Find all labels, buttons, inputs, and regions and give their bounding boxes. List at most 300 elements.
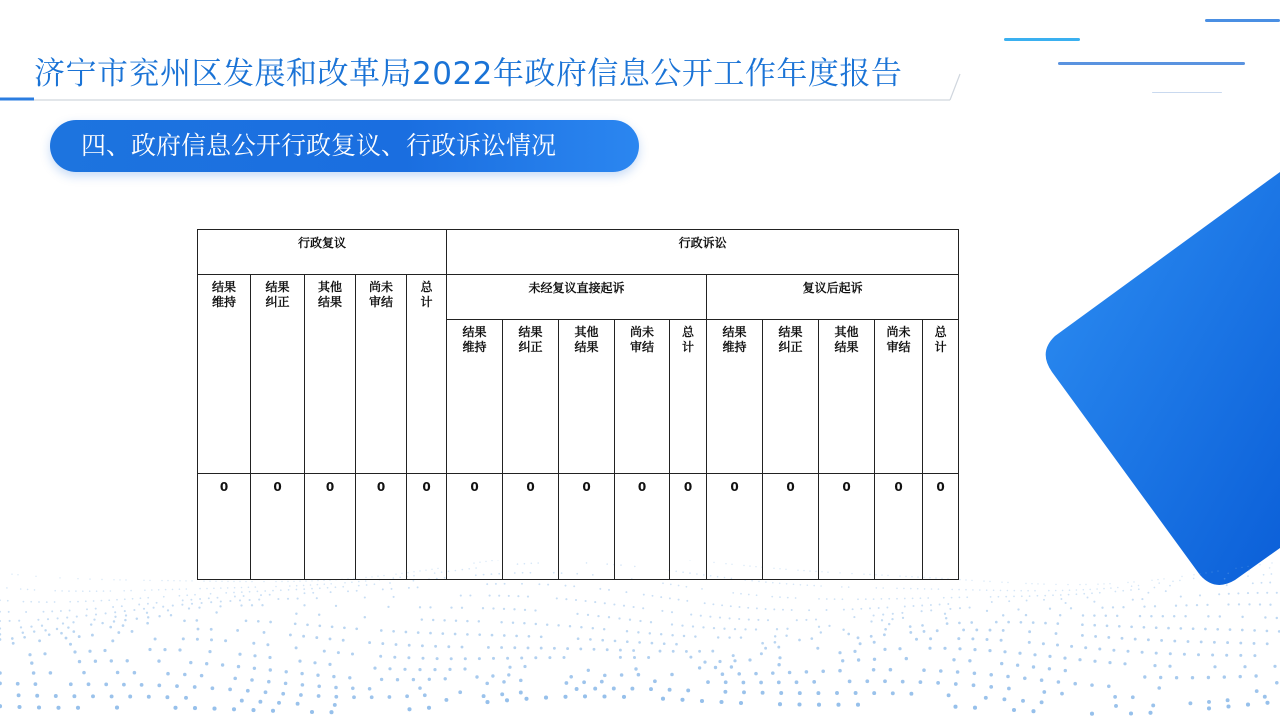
decor-dot bbox=[221, 581, 222, 582]
decor-dot bbox=[1000, 590, 1002, 592]
decor-dot bbox=[730, 665, 733, 668]
decor-dot bbox=[904, 598, 906, 600]
decor-dot bbox=[928, 647, 931, 650]
decor-dot bbox=[365, 580, 367, 582]
decor-dot bbox=[1033, 653, 1036, 656]
decor-dot bbox=[93, 600, 95, 602]
decor-dot bbox=[565, 598, 567, 600]
decor-dot bbox=[909, 631, 912, 634]
decor-dot bbox=[69, 682, 73, 686]
decor-dot bbox=[78, 635, 81, 638]
decor-dot bbox=[33, 630, 35, 632]
decor-dot bbox=[1028, 641, 1031, 644]
decor-dot bbox=[82, 671, 86, 675]
decor-dot bbox=[929, 637, 932, 640]
decor-dot bbox=[1069, 589, 1071, 591]
decor-dot bbox=[826, 609, 828, 611]
decor-dot bbox=[407, 707, 411, 711]
decor-dot bbox=[557, 624, 559, 626]
decor-dot bbox=[284, 682, 288, 686]
decor-dot bbox=[486, 583, 488, 585]
decor-dot bbox=[973, 672, 977, 676]
decor-dot bbox=[49, 671, 53, 675]
decor-dot bbox=[1259, 564, 1260, 565]
decor-dot bbox=[920, 597, 922, 599]
decor-dot bbox=[603, 628, 605, 630]
decor-dot bbox=[329, 710, 333, 714]
decor-dot bbox=[683, 635, 685, 637]
decor-dot bbox=[771, 596, 773, 598]
decor-dot bbox=[108, 599, 110, 601]
decor-dot bbox=[972, 683, 976, 687]
decor-dot bbox=[639, 620, 641, 622]
decor-dot bbox=[444, 698, 448, 702]
decor-dot bbox=[1216, 628, 1219, 631]
decor-dot bbox=[1271, 562, 1272, 563]
decor-dot bbox=[714, 666, 717, 669]
decor-dot bbox=[1271, 573, 1273, 575]
decor-dot bbox=[65, 637, 68, 640]
decor-dot bbox=[828, 625, 830, 627]
decor-dot bbox=[196, 638, 199, 641]
decor-dot bbox=[962, 628, 965, 631]
decor-dot bbox=[122, 683, 126, 687]
decor-dot bbox=[690, 614, 692, 616]
decor-dot bbox=[965, 579, 966, 580]
decor-dot bbox=[143, 608, 145, 610]
decor-dot bbox=[298, 660, 301, 663]
decor-dot bbox=[1126, 650, 1129, 653]
decor-dot bbox=[774, 635, 776, 637]
decor-dot bbox=[910, 588, 912, 590]
decor-dot bbox=[841, 659, 844, 662]
decor-dot bbox=[11, 637, 14, 640]
decor-dot bbox=[986, 610, 988, 612]
decor-dot bbox=[393, 596, 395, 598]
decor-dot bbox=[391, 588, 393, 590]
decor-dot bbox=[881, 619, 883, 621]
decor-dot bbox=[1043, 583, 1044, 584]
decor-dot bbox=[1116, 615, 1118, 617]
decor-dot bbox=[1247, 566, 1248, 567]
decor-dot bbox=[903, 588, 905, 590]
decor-dot bbox=[441, 632, 444, 635]
decor-dot bbox=[69, 610, 71, 612]
decor-dot bbox=[889, 668, 893, 672]
decor-dot bbox=[764, 647, 767, 650]
decor-dot bbox=[114, 611, 116, 613]
decor-dot bbox=[734, 628, 736, 630]
decor-dot bbox=[1265, 701, 1269, 705]
decor-dot bbox=[519, 679, 523, 683]
decor-dot bbox=[1168, 665, 1171, 668]
decor-dot bbox=[1122, 590, 1124, 592]
decor-dot bbox=[1059, 614, 1061, 616]
decor-dot bbox=[295, 646, 298, 649]
decor-dot bbox=[1109, 583, 1110, 584]
decor-line bbox=[1205, 19, 1280, 22]
decor-dot bbox=[638, 641, 641, 644]
decor-dot bbox=[421, 618, 423, 620]
decor-dot bbox=[504, 583, 506, 585]
decor-dot bbox=[163, 596, 165, 598]
decor-dot bbox=[576, 613, 578, 615]
decor-dot bbox=[597, 615, 599, 617]
decor-dot bbox=[748, 619, 750, 621]
decor-dot bbox=[842, 598, 844, 600]
decor-dot bbox=[466, 620, 468, 622]
decor-dot bbox=[751, 580, 753, 582]
decor-dot bbox=[698, 650, 701, 653]
decor-dot bbox=[233, 592, 235, 594]
value-cell: 0 bbox=[251, 474, 305, 580]
decor-dot bbox=[991, 601, 993, 603]
decor-dot bbox=[637, 631, 639, 633]
decor-dot bbox=[1207, 706, 1211, 710]
decor-dot bbox=[199, 588, 201, 590]
decor-dot bbox=[272, 590, 274, 592]
col-total: 总计 bbox=[923, 320, 959, 474]
decor-dot bbox=[507, 673, 510, 676]
decor-dot bbox=[333, 703, 337, 707]
decor-dot bbox=[909, 692, 913, 696]
decor-dot bbox=[873, 614, 875, 616]
decor-dot bbox=[888, 598, 890, 600]
decor-dot bbox=[575, 687, 579, 691]
decor-dot bbox=[318, 624, 321, 627]
decor-dot bbox=[170, 614, 172, 616]
decor-dot bbox=[17, 693, 21, 697]
review-litigation-table bbox=[197, 229, 959, 580]
decor-dot bbox=[921, 610, 923, 612]
decor-dot bbox=[1206, 604, 1208, 606]
decor-dot bbox=[317, 584, 319, 586]
decor-dot bbox=[535, 623, 537, 625]
decor-dot bbox=[921, 624, 924, 627]
decor-dot bbox=[523, 622, 525, 624]
decor-dot bbox=[388, 667, 391, 670]
decor-dot bbox=[732, 592, 734, 594]
decor-dot bbox=[952, 658, 955, 661]
decor-dot bbox=[1241, 567, 1242, 568]
decor-dot bbox=[485, 682, 489, 686]
decor-dot bbox=[800, 584, 802, 586]
decor-dot bbox=[936, 629, 939, 632]
decor-dot bbox=[774, 641, 777, 644]
decor-dot bbox=[1048, 655, 1051, 658]
decor-dot bbox=[1229, 628, 1232, 631]
decor-dot bbox=[642, 607, 644, 609]
decor-dot bbox=[1028, 630, 1031, 633]
decor-dot bbox=[253, 654, 256, 657]
decor-dot bbox=[30, 625, 32, 627]
decor-dot bbox=[1037, 595, 1039, 597]
decor-dot bbox=[689, 656, 692, 659]
decor-dot bbox=[158, 615, 160, 617]
decor-dot bbox=[975, 628, 978, 631]
decor-dot bbox=[1127, 582, 1128, 583]
decor-dot bbox=[1093, 660, 1096, 663]
decor-dot bbox=[1096, 588, 1098, 590]
decor-dot bbox=[184, 696, 188, 700]
decor-dot bbox=[47, 618, 49, 620]
decor-dot bbox=[213, 588, 215, 590]
decor-dot bbox=[524, 697, 528, 701]
decor-dot bbox=[580, 626, 582, 628]
decor-dot bbox=[540, 647, 543, 650]
decor-dot bbox=[1042, 642, 1045, 645]
decor-dot bbox=[330, 591, 332, 593]
decor-dot bbox=[263, 581, 264, 582]
decor-dot bbox=[1055, 584, 1056, 585]
col-other-result: 其他结果 bbox=[559, 320, 615, 474]
decor-dot bbox=[280, 589, 282, 591]
decor-dot bbox=[593, 687, 597, 691]
decor-dot bbox=[317, 685, 321, 689]
decor-dot bbox=[807, 584, 809, 586]
decor-dot bbox=[495, 583, 497, 585]
decor-dot bbox=[32, 671, 36, 675]
decor-dot bbox=[881, 598, 883, 600]
decor-dot bbox=[157, 659, 160, 662]
decor-dot bbox=[1081, 634, 1084, 637]
decor-dot bbox=[838, 669, 842, 673]
decor-dot bbox=[199, 598, 201, 600]
decor-dot bbox=[1175, 676, 1178, 679]
decor-dot bbox=[116, 599, 118, 601]
decor-dot bbox=[43, 611, 45, 613]
decor-dot bbox=[43, 652, 46, 655]
decor-dot bbox=[1248, 603, 1250, 605]
decor-dot bbox=[90, 623, 92, 625]
decor-dot bbox=[132, 598, 134, 600]
decor-dot bbox=[1159, 676, 1162, 679]
decor-dot bbox=[680, 698, 684, 702]
decor-dot bbox=[729, 617, 731, 619]
decor-dot bbox=[179, 580, 180, 581]
decor-dot bbox=[103, 590, 105, 592]
decor-dot bbox=[167, 609, 169, 611]
decor-dot bbox=[706, 680, 710, 684]
decor-dot bbox=[756, 607, 758, 609]
decor-dot bbox=[403, 668, 406, 671]
decor-dot bbox=[643, 594, 645, 596]
decor-dot bbox=[853, 650, 856, 653]
decor-dot bbox=[1225, 654, 1228, 657]
decor-dot bbox=[709, 616, 711, 618]
decor-dot bbox=[382, 588, 384, 590]
decor-dot bbox=[573, 585, 575, 587]
decor-dot bbox=[269, 668, 272, 671]
decor-dot bbox=[647, 656, 650, 659]
decor-dot bbox=[1131, 585, 1133, 587]
decor-dot bbox=[515, 635, 518, 638]
decor-dot bbox=[1269, 604, 1271, 606]
decor-dot bbox=[1057, 680, 1061, 684]
decor-dot bbox=[443, 619, 445, 621]
decor-dot bbox=[478, 620, 480, 622]
decor-dot bbox=[124, 598, 126, 600]
decor-dot bbox=[245, 581, 246, 582]
decor-dot bbox=[392, 630, 395, 633]
decor-dot bbox=[1112, 649, 1115, 652]
decor-dot bbox=[1082, 614, 1084, 616]
decor-dot bbox=[521, 583, 523, 585]
decor-dot bbox=[54, 694, 58, 698]
decor-dot bbox=[316, 674, 319, 677]
decor-dot bbox=[1018, 652, 1021, 655]
decor-dot bbox=[173, 706, 177, 710]
decor-dot bbox=[113, 579, 114, 580]
decor-dot bbox=[334, 695, 338, 699]
decor-dot bbox=[603, 674, 607, 678]
decor-dot bbox=[210, 638, 213, 641]
decor-dot bbox=[138, 604, 140, 606]
decor-dot bbox=[818, 626, 820, 628]
decor-dot bbox=[417, 631, 420, 634]
decor-dot bbox=[489, 595, 491, 597]
value-cell: 0 bbox=[356, 474, 407, 580]
decor-dot bbox=[236, 629, 239, 632]
decor-dot bbox=[179, 595, 181, 597]
decor-dot bbox=[1200, 640, 1203, 643]
decor-dot bbox=[1246, 703, 1250, 707]
decor-dot bbox=[1118, 625, 1121, 628]
decor-dot bbox=[1067, 584, 1068, 585]
decor-dot bbox=[405, 694, 409, 698]
decor-dot bbox=[1275, 681, 1279, 685]
decor-dot bbox=[884, 628, 887, 631]
decor-dot bbox=[1112, 606, 1114, 608]
decor-dot bbox=[191, 603, 193, 605]
decor-dot bbox=[183, 619, 186, 622]
decor-dot bbox=[771, 671, 775, 675]
decor-dot bbox=[303, 604, 305, 606]
decor-dot bbox=[281, 581, 282, 582]
decor-dot bbox=[919, 680, 923, 684]
decor-dot bbox=[1084, 646, 1087, 649]
decor-dot bbox=[633, 656, 636, 659]
decor-dot bbox=[1207, 676, 1210, 679]
decor-dot bbox=[817, 703, 821, 707]
section-heading: 四、政府信息公开行政复议、行政诉讼情况 bbox=[50, 120, 639, 172]
decor-dot bbox=[257, 591, 259, 593]
decor-dot bbox=[126, 659, 129, 662]
decor-dot bbox=[651, 642, 654, 645]
decor-dot bbox=[35, 576, 36, 577]
decor-dot bbox=[60, 632, 63, 635]
col-pending: 尚未审结 bbox=[875, 320, 923, 474]
decor-dot bbox=[358, 585, 360, 587]
decor-dot bbox=[12, 642, 15, 645]
decor-dot bbox=[944, 613, 946, 615]
decor-dot bbox=[1040, 678, 1044, 682]
decor-dot bbox=[760, 652, 763, 655]
decor-dot bbox=[191, 580, 192, 581]
decor-dot bbox=[842, 629, 844, 631]
decor-dot bbox=[72, 630, 75, 633]
decor-dot bbox=[368, 687, 372, 691]
decor-dot bbox=[1247, 592, 1249, 594]
decor-dot bbox=[364, 596, 366, 598]
decor-dot bbox=[355, 627, 358, 630]
decor-dot bbox=[902, 617, 904, 619]
decor-dot bbox=[66, 617, 68, 619]
decor-dot bbox=[444, 677, 447, 680]
col-result-upheld: 结果维持 bbox=[447, 320, 503, 474]
decor-dot bbox=[915, 638, 918, 641]
decor-dot bbox=[423, 693, 427, 697]
value-cell: 0 bbox=[407, 474, 447, 580]
decor-dot bbox=[1114, 704, 1118, 708]
decor-dot bbox=[917, 588, 919, 590]
decor-dot bbox=[505, 698, 509, 702]
decor-dot bbox=[938, 588, 940, 590]
decor-dot bbox=[587, 614, 589, 616]
decor-dot bbox=[1014, 590, 1016, 592]
decor-dot bbox=[1056, 643, 1059, 646]
decor-dot bbox=[96, 590, 98, 592]
decor-dot bbox=[912, 598, 914, 600]
decor-dot bbox=[38, 601, 40, 603]
decor-dot bbox=[324, 583, 326, 585]
decor-dot bbox=[241, 591, 243, 593]
decor-dot bbox=[923, 630, 926, 633]
decor-dot bbox=[1055, 632, 1058, 635]
decor-dot bbox=[1141, 651, 1144, 654]
value-cell: 0 bbox=[923, 474, 959, 580]
decor-dot bbox=[487, 646, 490, 649]
decor-dot bbox=[1226, 584, 1228, 586]
decor-dot bbox=[82, 590, 84, 592]
decor-dot bbox=[739, 606, 741, 608]
decor-dot bbox=[569, 675, 573, 679]
decor-dot bbox=[125, 614, 127, 616]
decor-dot bbox=[930, 604, 932, 606]
decor-dot bbox=[732, 654, 735, 657]
decor-dot bbox=[719, 617, 721, 619]
col-result-upheld: 结果维持 bbox=[707, 320, 763, 474]
decor-dot bbox=[513, 646, 516, 649]
decor-dot bbox=[447, 645, 450, 648]
decor-dot bbox=[692, 625, 694, 627]
decor-dot bbox=[945, 617, 947, 619]
decor-dot bbox=[1185, 604, 1187, 606]
decor-dot bbox=[318, 614, 320, 616]
decor-dot bbox=[37, 705, 41, 709]
decor-dot bbox=[1002, 629, 1005, 632]
decor-dot bbox=[114, 616, 116, 618]
decor-dot bbox=[904, 606, 906, 608]
decor-dot bbox=[630, 687, 634, 691]
decor-dot bbox=[1090, 683, 1094, 687]
decor-dot bbox=[565, 681, 569, 685]
decor-dot bbox=[190, 599, 192, 601]
decor-dot bbox=[566, 647, 569, 650]
decor-dot bbox=[1001, 582, 1002, 583]
decor-dot bbox=[130, 590, 132, 592]
decor-dot bbox=[48, 633, 51, 636]
decor-dot bbox=[0, 704, 2, 708]
decor-dot bbox=[859, 642, 862, 645]
decor-dot bbox=[778, 656, 781, 659]
decor-dot bbox=[101, 579, 102, 580]
decor-dot bbox=[498, 595, 500, 597]
col-result-corrected: 结果纠正 bbox=[503, 320, 559, 474]
value-cell: 0 bbox=[763, 474, 819, 580]
decor-dot bbox=[1143, 675, 1146, 678]
decor-dot bbox=[523, 665, 526, 668]
